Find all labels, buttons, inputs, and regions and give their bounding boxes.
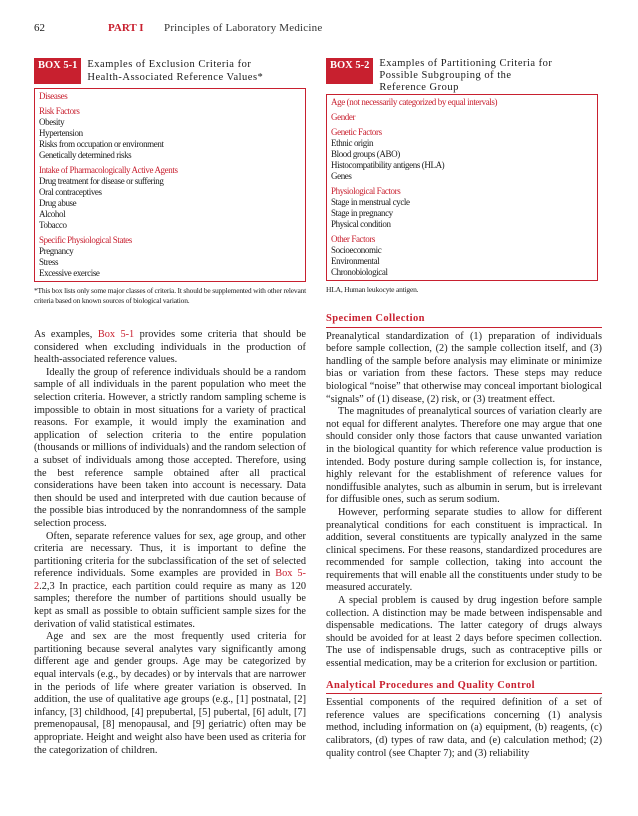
right-column [326, 313, 602, 760]
box-item: Blood groups (ABO) [331, 149, 400, 159]
box-item: Genes [331, 171, 352, 181]
box-category: Age (not necessarily categorized by equal intervals) [331, 97, 498, 107]
box-item: Excessive exercise [39, 268, 100, 278]
box-item: Drug treatment for disease or suffering [39, 176, 164, 186]
box-item: Histocompatibility antigens (HLA) [331, 160, 445, 170]
box-item: Stress [39, 257, 59, 267]
paragraph: As examples, Box 5-1 provides some criteria that should be considered when excluding individuals in the production of health-associated reference values. [34, 329, 306, 366]
paragraph: Preanalytical standardization of (1) preparation of individuals before sample collection, (2) the sample collection itself, and (3) handling of the sample before analysis may eliminate or minimize bias or variation from these factors. These steps may reduce biological “noise” that otherwise may conceal important biological “signals” of (1) disease, (2) risk, or (3) treatment effect. [326, 330, 602, 405]
box-5-1 [34, 58, 306, 306]
section-heading: Specimen Collection [326, 313, 602, 328]
box-category: Diseases [39, 91, 68, 101]
box-footnote: HLA, Human leukocyte antigen. [326, 285, 419, 294]
box-item: Hypertension [39, 128, 83, 138]
box-item: Pregnancy [39, 246, 74, 256]
box-category: Intake of Pharmacologically Active Agents [39, 165, 178, 175]
box-category: Risk Factors [39, 106, 80, 116]
box-header [34, 58, 306, 88]
box-category: Physiological Factors [331, 186, 401, 196]
box-item: Stage in pregnancy [331, 208, 393, 218]
box-category: Gender [331, 112, 356, 122]
box-item: Stage in menstrual cycle [331, 197, 410, 207]
box-list [34, 88, 306, 282]
box-category: Genetic Factors [331, 127, 382, 137]
box-item: Ethnic origin [331, 138, 374, 148]
box-item: Chronobiological [331, 267, 388, 277]
paragraph: The magnitudes of preanalytical sources of variation clearly are not equal for different analytes. Therefore one may argue that one should consider only those factors that cause unwanted variation in the biological quantity for which reference value production is intended. Body posture during sample collection is, for instance, highly relevant for the establishment of reference values for nondiffusible analytes, such as albumin in serum, but is irrelevant for diffusible ones, such as serum sodium. [326, 406, 602, 506]
box-footnote: *This box lists only some major classes of criteria. It should be supplemented with other relevant criteria based on known sources of biological variation. [34, 286, 307, 305]
box-title-line: Reference Group [379, 82, 459, 93]
running-header [34, 22, 604, 36]
section-heading: Analytical Procedures and Quality Control [326, 680, 602, 695]
box-item: Physical condition [331, 219, 391, 229]
box-item: Alcohol [39, 209, 66, 219]
part-label: PART I [108, 22, 144, 34]
box-title-line: Examples of Exclusion Criteria for [87, 59, 252, 70]
box-title-line: Examples of Partitioning Criteria for [379, 58, 553, 69]
box-category: Other Factors [331, 234, 376, 244]
page-number: 62 [34, 22, 45, 34]
box-5-2 [326, 58, 598, 295]
box-item: Obesity [39, 117, 65, 127]
paragraph: Essential components of the required definition of a set of reference values are specifications concerning (1) analysis method, including information on (a) equipment, (b) reagents, (c) calibrators, (d) types of raw data, and (e) calculation method; (2) quality control (see Chapter 7); and (3) reliability [326, 697, 602, 759]
paragraph: However, performing separate studies to allow for different preanalytical conditions for each constituent is impractical. In addition, several constituents are typically analyzed in the same clinical specimens. For these reasons, standardized procedures are recommended for sample collection, taking into account the requirements that will enable all the constituents under study to be measured accurately. [326, 506, 602, 594]
box-item: Drug abuse [39, 198, 77, 208]
paragraph: A special problem is caused by drug ingestion before sample collection. A distinction may be made between indispensable and dispensable medications. The latter category of drugs always should be avoided for at least 2 days before specimen collection. The use of indispensable drugs, such as contraceptive pills or essential medication, may be a criterion for exclusion or partition. [326, 595, 602, 670]
box-item: Oral contraceptives [39, 187, 102, 197]
box-title-line: Possible Subgrouping of the [379, 70, 512, 81]
box-title [373, 58, 552, 94]
box-header [326, 58, 598, 94]
paragraph: Age and sex are the most frequently used criteria for partitioning because several analytes vary significantly among different age and gender groups. Age may be categorized by equal intervals (e.g., by decades) or by intervals that are narrower in the periods of life where greater variation is observed. In addition, the use of qualitative age groups (e.g., [1] postnatal, [2] infancy, [3] childhood, [4] prepubertal, [5] pubertal, [6] adult, [7] premenopausal, [8] menopausal, and [9] geriatric) often may be appropriate. Height and weight also have been used as criteria for the categorization of children. [34, 631, 306, 756]
box-item: Genetically determined risks [39, 150, 132, 160]
left-column [34, 329, 306, 757]
running-title: Principles of Laboratory Medicine [164, 22, 323, 34]
box-item: Socioeconomic [331, 245, 382, 255]
box-category: Specific Physiological States [39, 235, 132, 245]
box-item: Environmental [331, 256, 380, 266]
box-title [81, 58, 263, 84]
paragraph: Often, separate reference values for sex, age group, and other criteria are necessary. Thus, it is important to define the partitioning criteria for the subclassification of the set of selected reference individuals. Some examples are provided in Box 5-2.2,3 In practice, each partition could require as many as 120 samples; therefore the number of partitions should usually be kept as small as possible to obtain sufficient sample sizes for the derivation of valid statistical estimates. [34, 530, 306, 630]
box-label: BOX 5-2 [326, 58, 373, 84]
box-list [326, 94, 598, 281]
box-title-line: Health-Associated Reference Values* [87, 72, 264, 83]
box-label: BOX 5-1 [34, 58, 81, 84]
paragraph: Ideally the group of reference individuals should be a random sample of all individuals in the parent population who meet the selection criteria. However, a strictly random sampling scheme is impossible to obtain in most situations for a variety of practical reasons. For example, it would imply the examination and application of selection criteria to the entire population (thousands or millions of individuals) and the random selection of a subset of individuals among those accepted. Therefore, using the best reference sample obtained after all practical considerations have been taken into account is necessary. Data then should be used and interpreted with due caution because of the possible bias introduced by the nonrandomness of the sample selection process. [34, 366, 306, 529]
box-item: Tobacco [39, 220, 67, 230]
box-item: Risks from occupation or environment [39, 139, 164, 149]
